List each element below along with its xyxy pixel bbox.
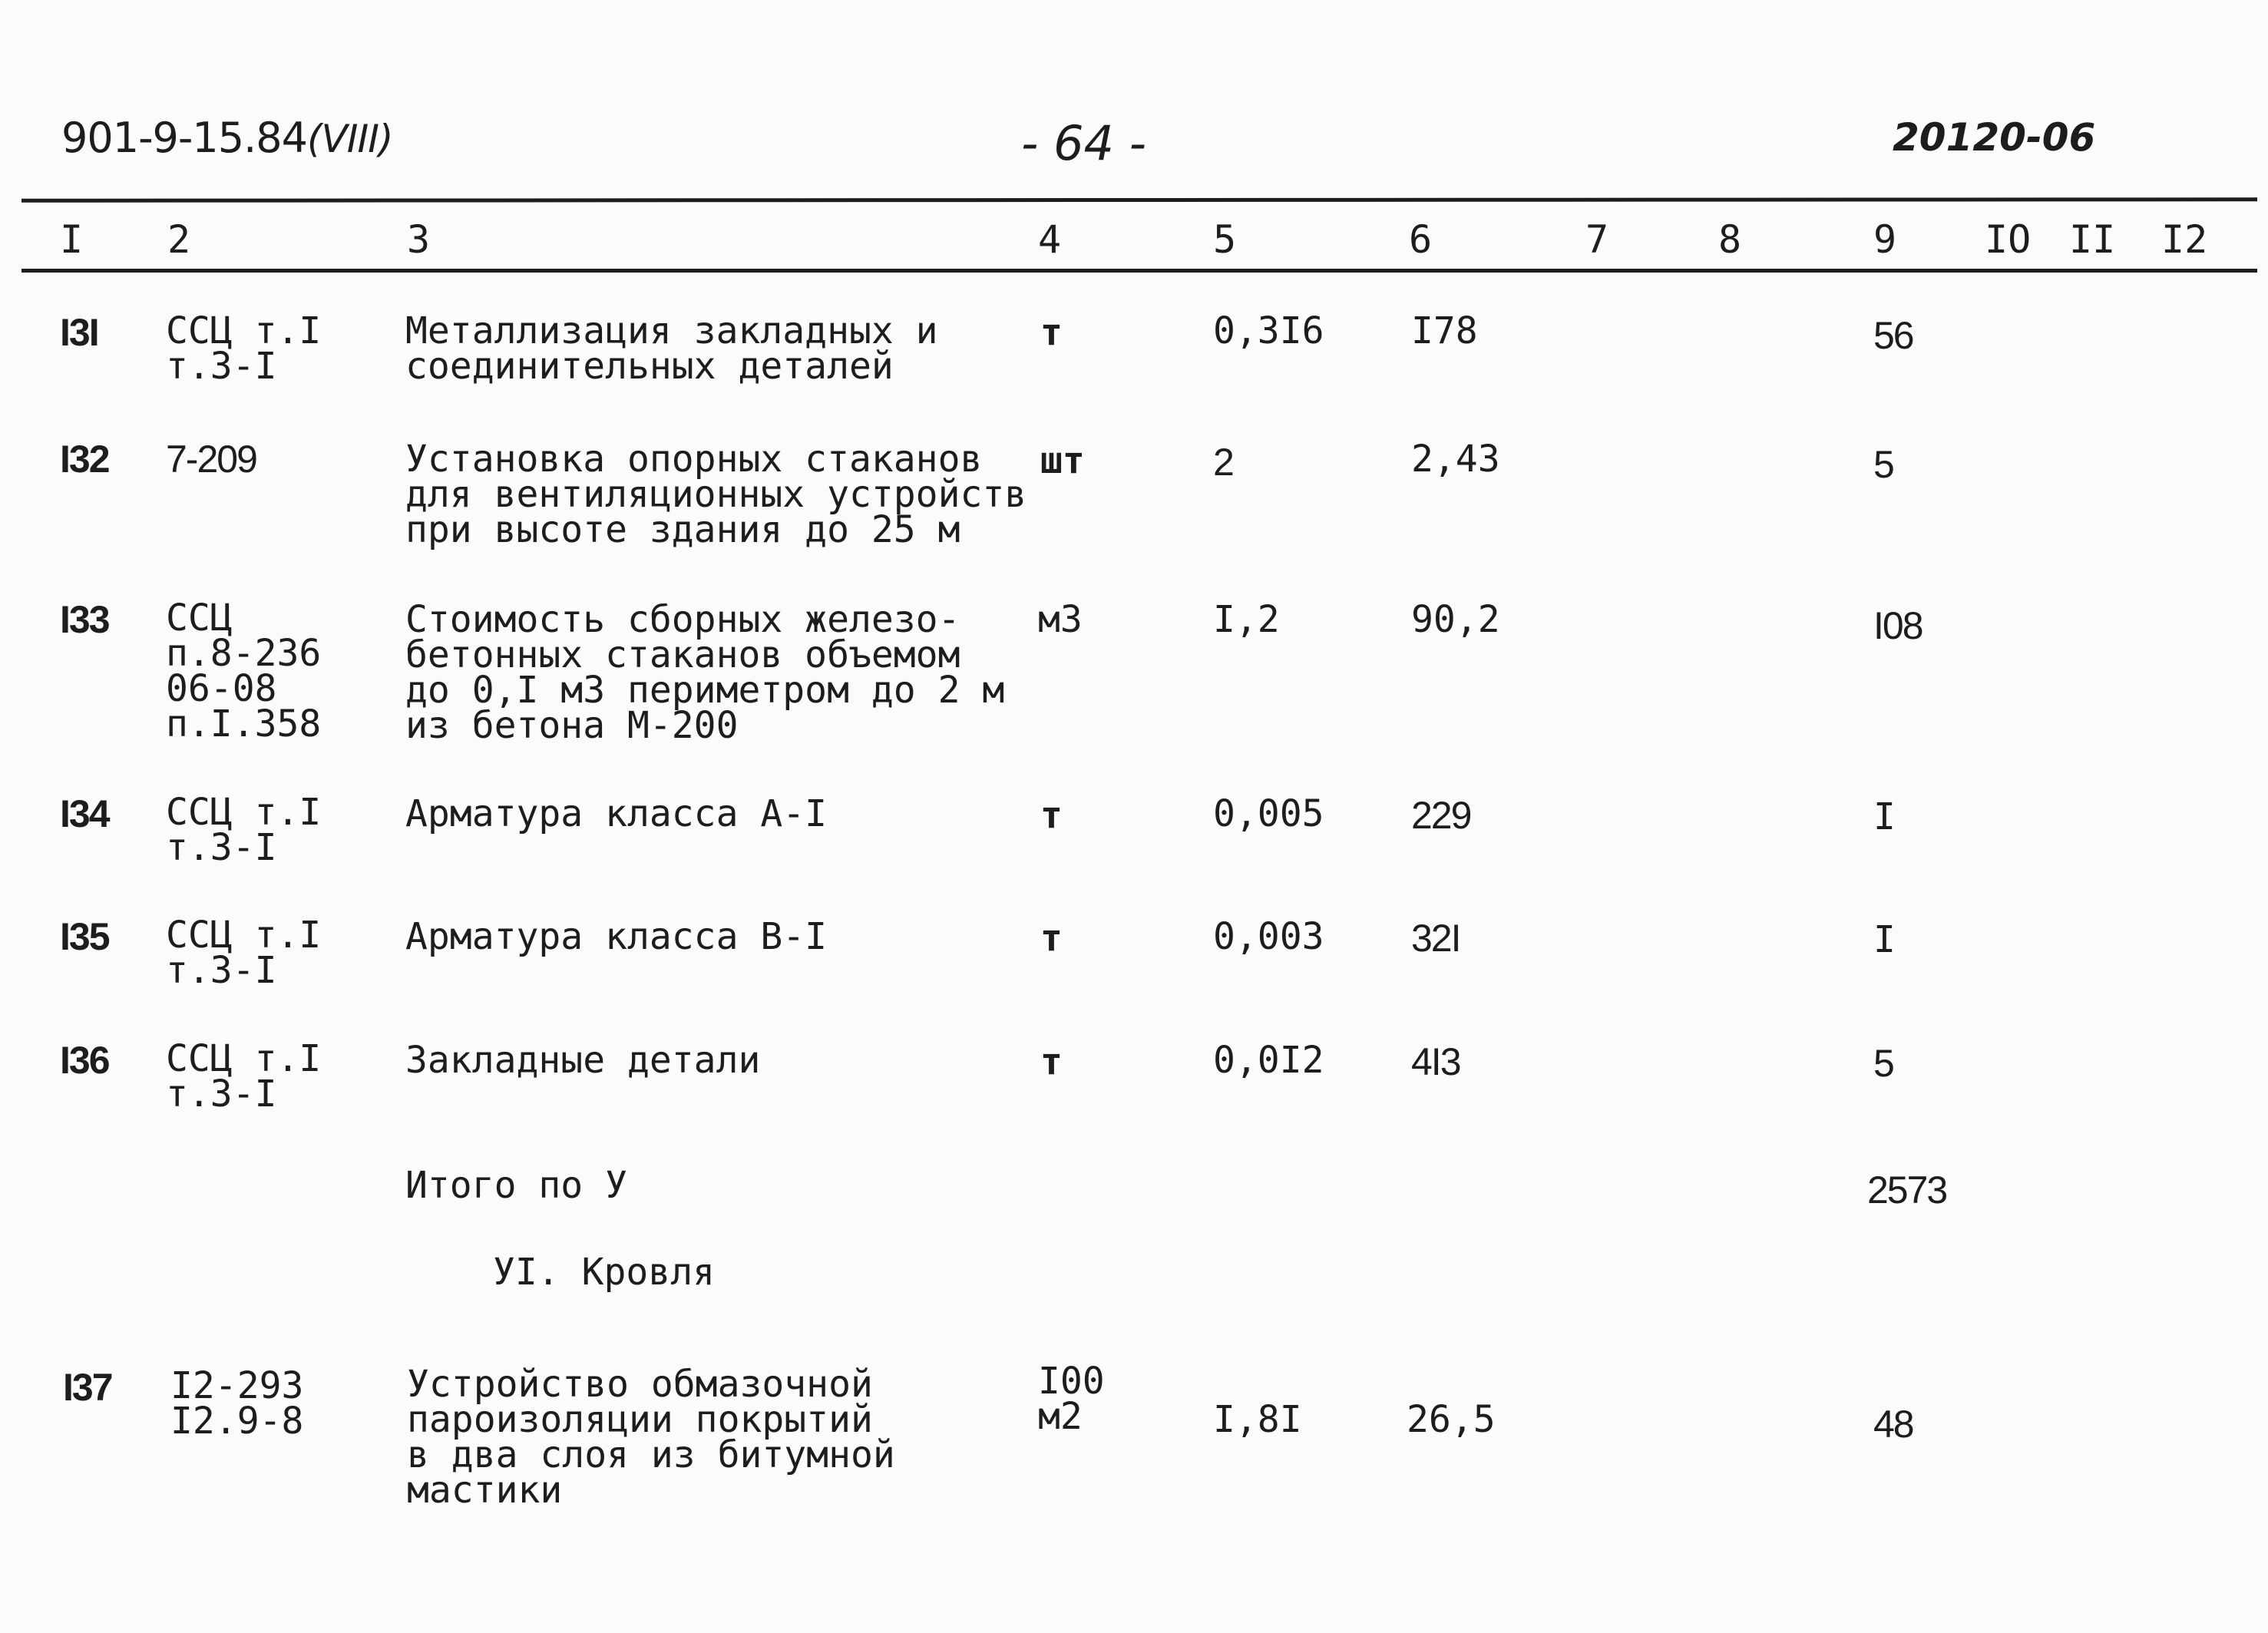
work-description: Установка опорных стаканов для вентиляционных устройств при высоте здания до 25 м bbox=[405, 438, 1027, 551]
price-code: ССЦ т.I т.3-I bbox=[166, 1037, 322, 1116]
row-number: I36 bbox=[60, 1039, 109, 1082]
column-number-9: 9 bbox=[1873, 217, 1897, 262]
subtotal-value: 2573 bbox=[1867, 1169, 1947, 1212]
quantity: 0,005 bbox=[1213, 792, 1324, 835]
page-number: - 64 - bbox=[1021, 115, 1147, 171]
unit-price: 4I3 bbox=[1411, 1040, 1460, 1083]
price-code: 7-209 bbox=[166, 438, 256, 481]
column-header-rule bbox=[21, 269, 2257, 273]
row-number: I34 bbox=[60, 792, 109, 835]
row-number: I32 bbox=[60, 438, 109, 481]
row-number: I35 bbox=[60, 915, 109, 958]
unit: т bbox=[1040, 1040, 1063, 1083]
unit: т bbox=[1040, 311, 1063, 354]
document-code bbox=[61, 114, 392, 162]
column-number-4: 4 bbox=[1038, 217, 1062, 262]
document-code-suffix: (VIII) bbox=[307, 117, 393, 161]
row-number: I3I bbox=[60, 311, 98, 354]
total-cost: I08 bbox=[1873, 604, 1923, 647]
column-number-8: 8 bbox=[1718, 217, 1742, 262]
unit-price: 26,5 bbox=[1407, 1398, 1496, 1441]
price-code: I2-293 I2.9-8 bbox=[170, 1364, 304, 1443]
row-number: I37 bbox=[63, 1366, 112, 1409]
total-cost: 48 bbox=[1873, 1403, 1913, 1446]
unit-price: 32I bbox=[1411, 917, 1460, 960]
unit: шт bbox=[1040, 439, 1085, 482]
quantity: I,2 bbox=[1213, 598, 1280, 641]
total-cost: 5 bbox=[1873, 443, 1893, 486]
document-number: 20120-06 bbox=[1893, 115, 2096, 160]
unit: т bbox=[1040, 794, 1063, 837]
column-number-3: 3 bbox=[407, 217, 431, 262]
price-code: ССЦ т.I т.3-I bbox=[166, 914, 322, 992]
column-number-10: IO bbox=[1985, 217, 2032, 262]
row-number: I33 bbox=[60, 598, 109, 641]
column-number-11: II bbox=[2069, 217, 2116, 262]
column-number-2: 2 bbox=[167, 217, 191, 262]
work-description: Стоимость сборных железо- бетонных стаканов объемом до 0,I м3 периметром до 2 м из бетона М-200 bbox=[405, 598, 1005, 747]
unit-price: 90,2 bbox=[1411, 598, 1500, 641]
work-description: Арматура класса А-I bbox=[405, 792, 828, 835]
total-cost: 5 bbox=[1873, 1042, 1893, 1085]
quantity: 0,3I6 bbox=[1213, 309, 1324, 352]
unit: м3 bbox=[1038, 598, 1083, 641]
unit-price: 229 bbox=[1411, 794, 1471, 837]
work-description: Арматура класса В-I bbox=[405, 915, 828, 958]
unit-price: I78 bbox=[1411, 309, 1478, 352]
quantity: 0,0I2 bbox=[1213, 1039, 1324, 1082]
unit: I00 м2 bbox=[1038, 1360, 1105, 1438]
column-number-1: I bbox=[60, 217, 84, 262]
column-number-6: 6 bbox=[1409, 217, 1433, 262]
header-rule bbox=[21, 197, 2257, 203]
work-description: Устройство обмазочной пароизоляции покрытий в два слоя из битумной мастики bbox=[407, 1363, 895, 1512]
unit-price: 2,43 bbox=[1411, 438, 1500, 481]
total-cost: I bbox=[1873, 918, 1896, 961]
price-code: ССЦ т.I т.3-I bbox=[166, 309, 322, 388]
price-code: ССЦ т.I т.3-I bbox=[166, 791, 322, 869]
section-title: УI. Кровля bbox=[493, 1251, 715, 1294]
work-description: Металлизация закладных и соединительных деталей bbox=[405, 309, 938, 388]
price-code: ССЦ п.8-236 06-08 п.I.358 bbox=[166, 597, 322, 745]
quantity: I,8I bbox=[1213, 1398, 1302, 1441]
work-description: Закладные детали bbox=[405, 1039, 761, 1082]
column-number-7: 7 bbox=[1585, 217, 1609, 262]
quantity: 2 bbox=[1213, 441, 1233, 484]
column-number-12: I2 bbox=[2161, 217, 2208, 262]
quantity: 0,003 bbox=[1213, 915, 1324, 958]
column-number-5: 5 bbox=[1213, 217, 1237, 262]
document-code-main: 901-9-15.84 bbox=[61, 114, 307, 162]
total-cost: I bbox=[1873, 795, 1896, 838]
unit: т bbox=[1040, 917, 1063, 960]
total-cost: 56 bbox=[1873, 314, 1913, 357]
subtotal-label: Итого по У bbox=[405, 1164, 627, 1207]
